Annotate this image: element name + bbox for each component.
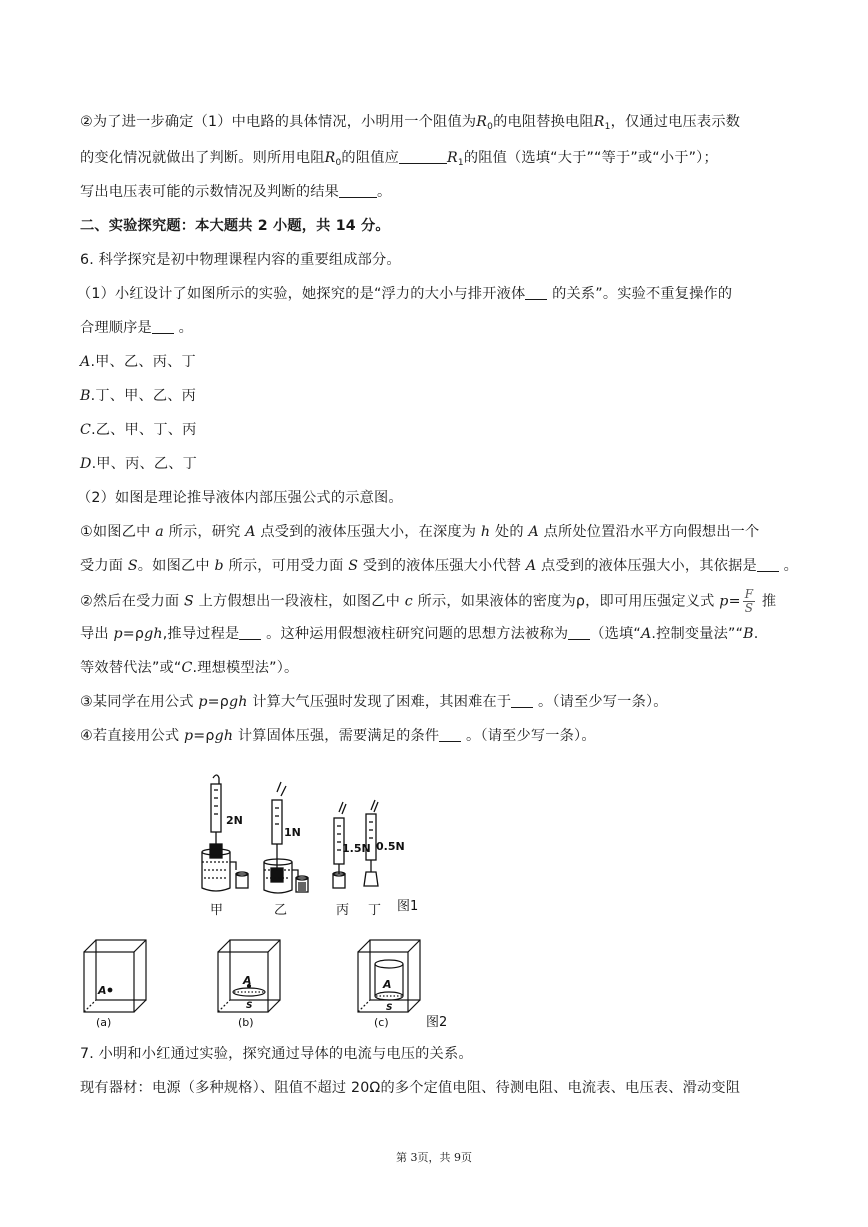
label-a: (a) bbox=[96, 1016, 112, 1029]
question-6-title: 6. 科学探究是初中物理课程内容的重要组成部分。 bbox=[80, 252, 401, 268]
section-heading: 二、实验探究题：本大题共 2 小题，共 14 分。 bbox=[80, 218, 390, 234]
option-letter: B bbox=[80, 388, 91, 404]
answer-blank[interactable] bbox=[525, 285, 547, 300]
surface-s-label-c: S bbox=[386, 1003, 393, 1013]
label-b: (b) bbox=[238, 1016, 254, 1029]
question-7-equipment: 现有器材：电源（多种规格）、阻值不超过 20Ω的多个定值电阻、待测电阻、电流表、电压表、滑动变阻 bbox=[80, 1080, 741, 1096]
page-footer: 第 3页，共 9页 bbox=[396, 1151, 472, 1164]
figure-2-liquid-boxes bbox=[74, 934, 464, 1034]
text-span: 的阻值应 bbox=[341, 150, 399, 166]
fraction-f-over-s: $\frac{F}{S}$ bbox=[744, 587, 754, 615]
var-r1: R bbox=[593, 114, 605, 130]
option-c[interactable] bbox=[80, 420, 197, 440]
q6-item2-line1: ②然后在受力面 S 上方假想出一段液柱，如图乙中 c 所示，如果液体的密度为ρ，即可用压强定义式 p= $\frac{F}{S}$ 推 bbox=[80, 587, 777, 615]
q6-item3: ③某同学在用公式 p=ρgh 计算大气压强时发现了困难，其困难在于 。（请至少写一条）。 bbox=[80, 694, 668, 710]
label-jia: 甲 bbox=[210, 903, 224, 918]
text-span: 的变化情况就做出了判断。则所用电阻 bbox=[80, 150, 325, 166]
reading-bing: 1.5N bbox=[342, 842, 371, 855]
point-a-label-c: A bbox=[383, 978, 392, 991]
text-span: （1）小红设计了如图所示的实验，她探究的是“浮力的大小与排开液体 bbox=[77, 286, 526, 302]
figure-1-spring-scales bbox=[190, 770, 430, 925]
var-r0: R bbox=[476, 114, 488, 130]
text-span: 的电阻替换电阻 bbox=[493, 114, 594, 130]
label-bing: 丙 bbox=[336, 903, 350, 918]
option-letter: C bbox=[80, 422, 92, 438]
question-7-title: 7. 小明和小红通过实验，探究通过导体的电流与电压的关系。 bbox=[80, 1046, 473, 1062]
answer-blank[interactable] bbox=[568, 625, 590, 640]
point-a-label-b: A bbox=[243, 974, 252, 987]
answer-blank[interactable] bbox=[757, 557, 779, 572]
text-span: 的关系”。实验不重复操作的 bbox=[547, 286, 733, 302]
option-text: .乙、甲、丁、丙 bbox=[91, 422, 197, 438]
figure-2-caption: 图2 bbox=[426, 1015, 448, 1030]
option-d[interactable] bbox=[80, 454, 197, 474]
option-text: .甲、丙、乙、丁 bbox=[91, 456, 198, 472]
text-span: 。 bbox=[173, 320, 194, 336]
label-yi: 乙 bbox=[274, 903, 288, 918]
figure-1-caption: 图1 bbox=[397, 899, 419, 914]
text-span: 写出电压表可能的示数情况及判断的结果 bbox=[80, 184, 339, 200]
box-c bbox=[358, 940, 420, 1012]
option-letter: D bbox=[80, 456, 92, 472]
text-span: ②为了进一步确定（1）中电路的具体情况，小明用一个阻值为 bbox=[80, 114, 477, 130]
subscript: 1 bbox=[604, 122, 611, 132]
text-span: ，仅通过电压表示数 bbox=[610, 114, 741, 130]
label-ding: 丁 bbox=[368, 903, 382, 918]
option-text: .甲、乙、丙、丁 bbox=[90, 354, 196, 370]
answer-blank[interactable] bbox=[339, 183, 377, 198]
reading-jia: 2N bbox=[226, 814, 243, 827]
answer-blank[interactable] bbox=[511, 693, 533, 708]
q6-part2-heading: （2）如图是理论推导液体内部压强公式的示意图。 bbox=[77, 490, 403, 506]
text-span: 合理顺序是 bbox=[80, 320, 152, 336]
q6-item1-line1: ①如图乙中 a 所示，研究 A 点受到的液体压强大小，在深度为 h 处的 A 点所处位置沿水平方向假想出一个 bbox=[80, 524, 760, 540]
paragraph-line-3 bbox=[80, 182, 391, 202]
option-text: .丁、甲、乙、丙 bbox=[90, 388, 197, 404]
scale-jia bbox=[202, 775, 248, 891]
option-b[interactable] bbox=[80, 386, 196, 406]
var-r1: R bbox=[446, 150, 458, 166]
text-span: 的阻值（选填“大于”“等于”或“小于”）； bbox=[463, 150, 718, 166]
label-c: (c) bbox=[374, 1016, 389, 1029]
answer-blank[interactable] bbox=[239, 625, 261, 640]
q6-item2-line2: 导出 p=ρgh,推导过程是 。这种运用假想液柱研究问题的思想方法被称为 （选填“A.控制变量法”“B. bbox=[80, 626, 759, 642]
q6-part1-line2 bbox=[80, 318, 193, 338]
answer-blank[interactable] bbox=[152, 319, 174, 334]
q6-item4: ④若直接用公式 p=ρgh 计算固体压强，需要满足的条件 。（请至少写一条）。 bbox=[80, 728, 596, 744]
surface-s-label-b: S bbox=[246, 1001, 253, 1011]
var-r0: R bbox=[324, 150, 336, 166]
q6-item2-line3: 等效替代法”或“C.理想模型法”）。 bbox=[80, 660, 299, 676]
answer-blank[interactable] bbox=[399, 149, 447, 164]
option-letter: A bbox=[80, 354, 91, 370]
answer-blank[interactable] bbox=[439, 727, 461, 742]
paragraph-line-2 bbox=[80, 148, 718, 173]
option-a[interactable] bbox=[80, 352, 196, 372]
reading-yi: 1N bbox=[284, 826, 301, 839]
subscript: 0 bbox=[487, 122, 494, 132]
subscript: 1 bbox=[457, 158, 464, 168]
q6-item1-line2: 受力面 S。如图乙中 b 所示，可用受力面 S 受到的液体压强大小代替 A 点受到的液体压强大小，其依据是 。 bbox=[80, 558, 798, 574]
subscript: 0 bbox=[335, 158, 342, 168]
q6-part1-line1 bbox=[77, 284, 732, 304]
reading-ding: 0.5N bbox=[376, 840, 405, 853]
box-a bbox=[84, 940, 146, 1012]
point-a-label: A bbox=[98, 984, 107, 997]
paragraph-line-1 bbox=[80, 112, 740, 137]
text-span: 。 bbox=[376, 184, 392, 200]
